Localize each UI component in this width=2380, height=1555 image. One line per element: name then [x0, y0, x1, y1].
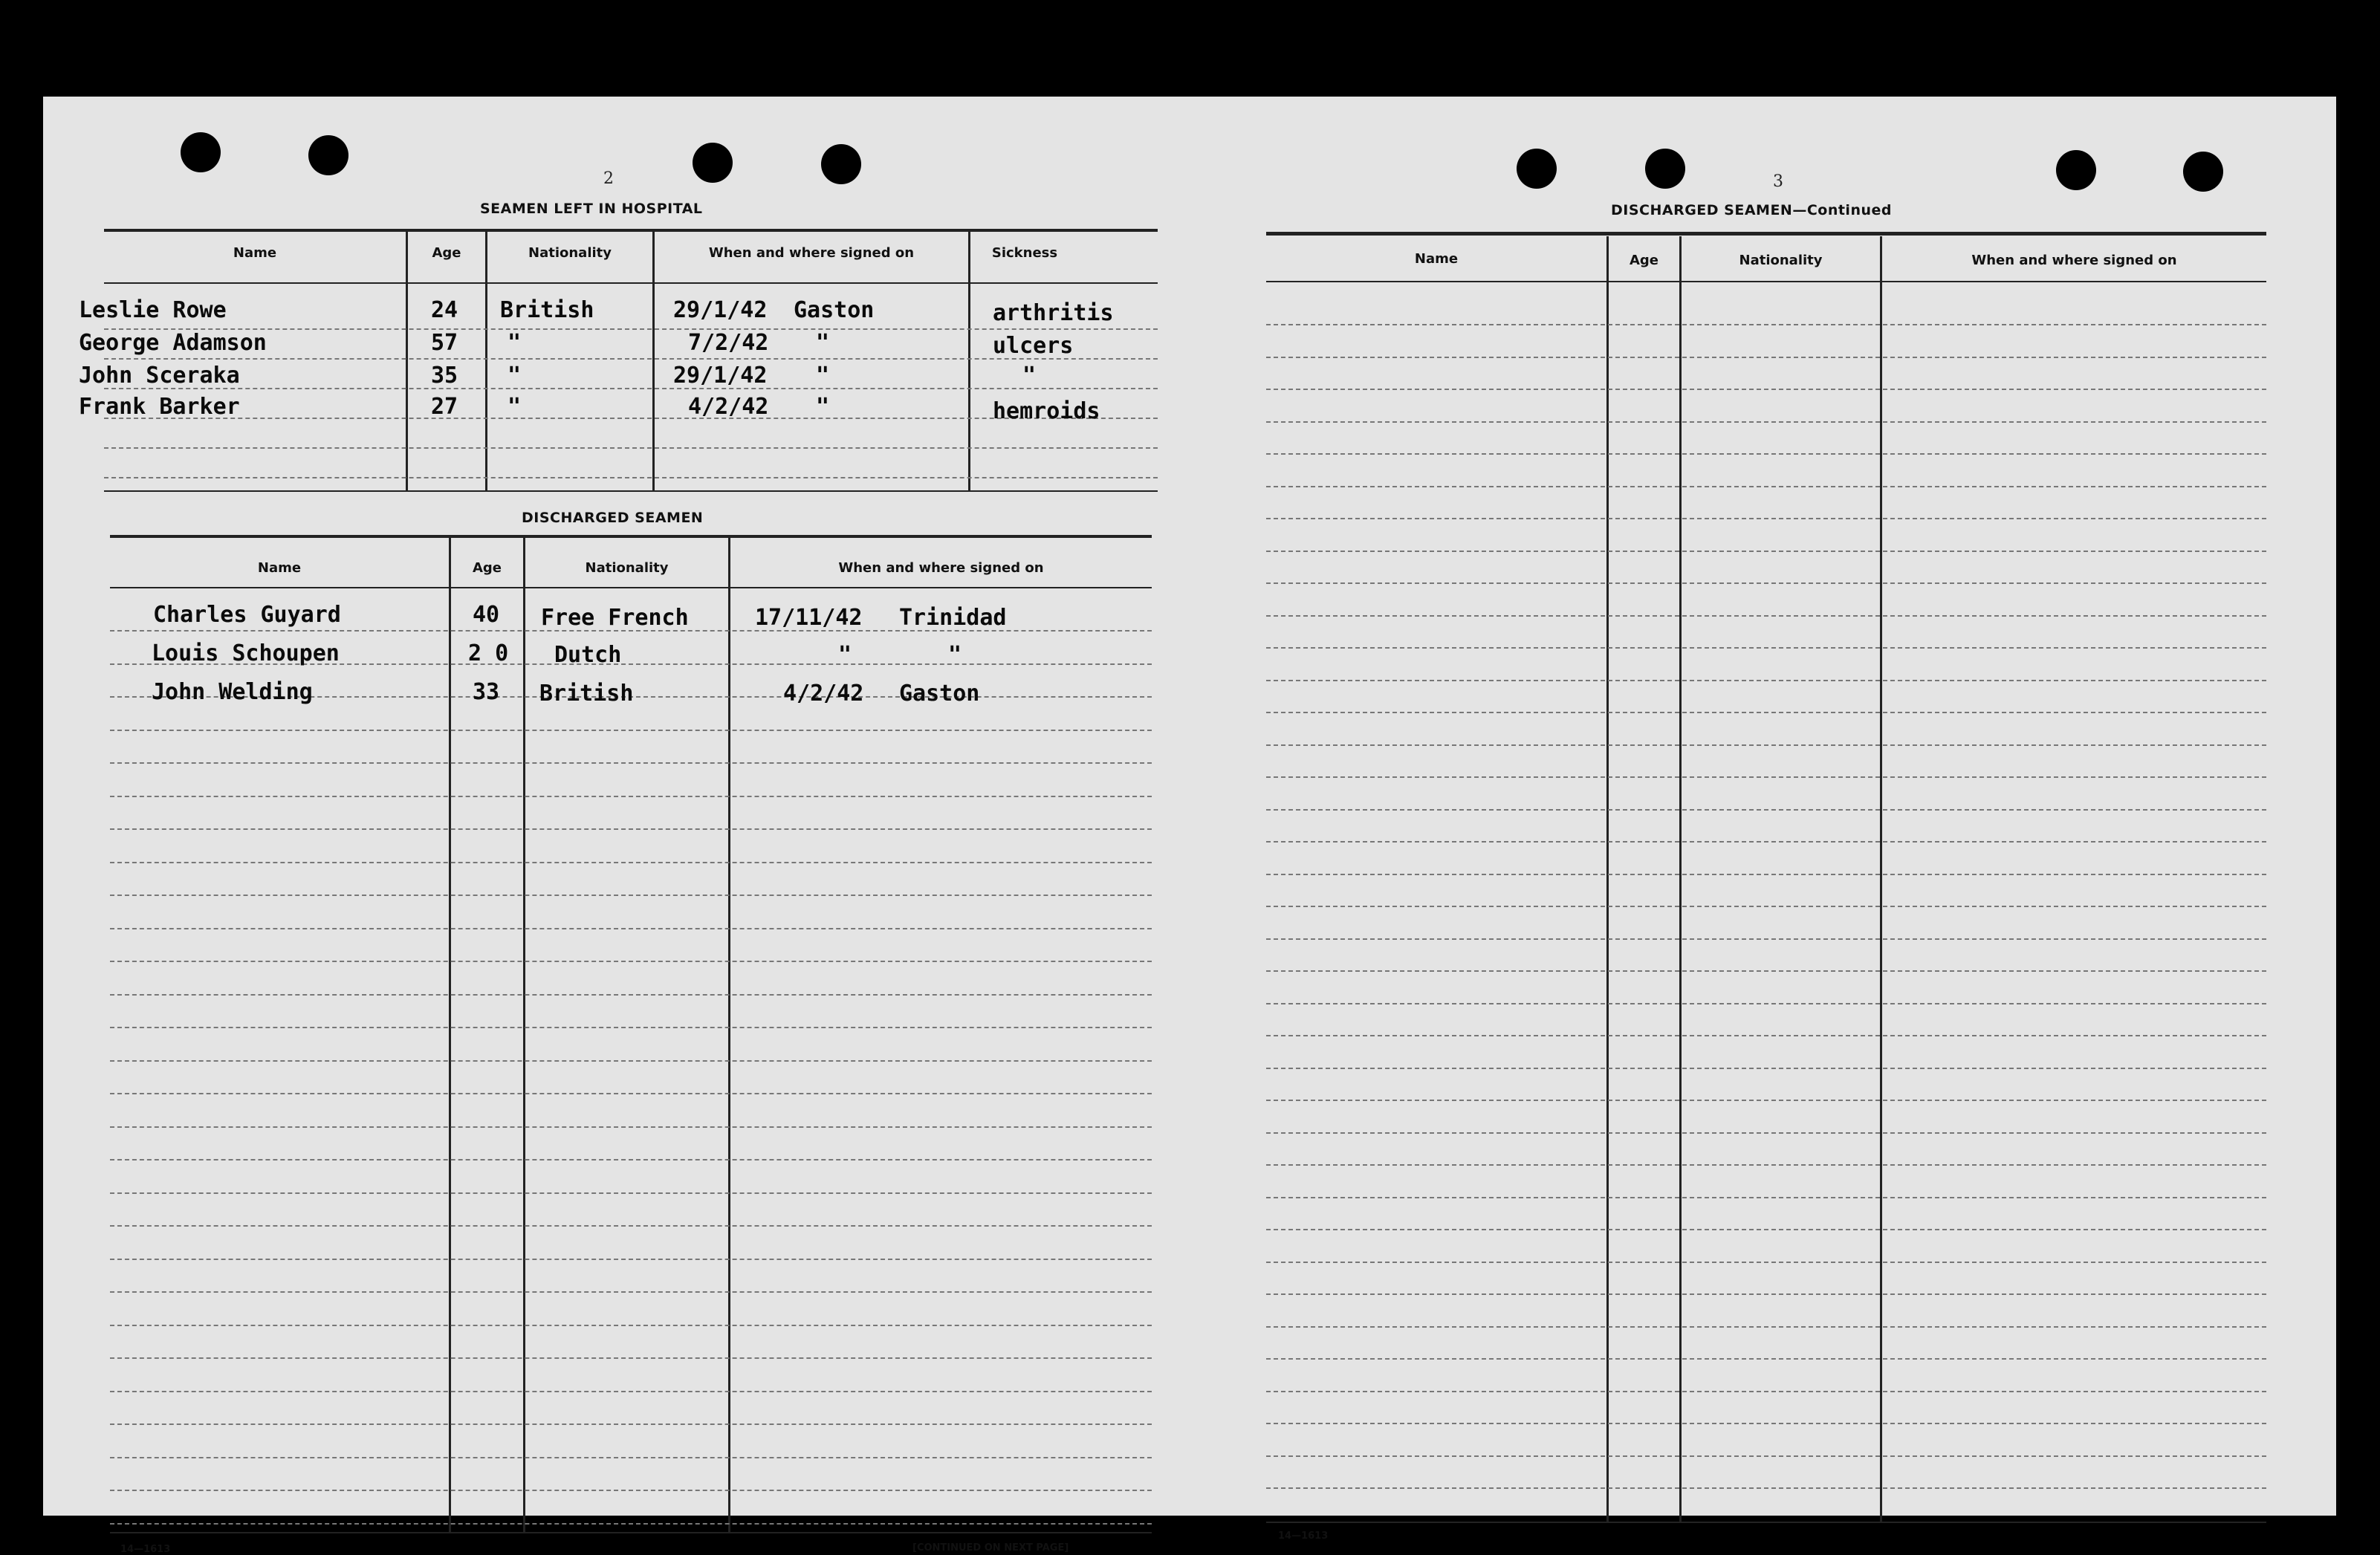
- row-rule: [110, 1391, 1152, 1392]
- row-rule: [1266, 1358, 2266, 1360]
- row-rule: [110, 1423, 1152, 1425]
- row-rule: [110, 1192, 1152, 1194]
- seaman-age: 2 0: [468, 640, 509, 666]
- row-rule: [1266, 1035, 2266, 1036]
- row-rule: [110, 1490, 1152, 1491]
- row-rule: [1266, 1164, 2266, 1166]
- punch-hole: [181, 132, 221, 172]
- seaman-nationality: Free French: [541, 605, 689, 631]
- punch-hole: [2183, 152, 2223, 192]
- signed-on-place: ": [948, 642, 962, 668]
- row-rule: [1266, 582, 2266, 584]
- discharged-table-bottom: [110, 1532, 1152, 1533]
- signed-on-place: ": [816, 363, 830, 389]
- column-divider: [523, 538, 525, 1533]
- column-divider: [406, 232, 408, 490]
- hospital-table-bottom: [104, 490, 1158, 492]
- punch-hole: [308, 135, 348, 175]
- row-rule: [1266, 1132, 2266, 1134]
- manifest-sheet: [43, 97, 2336, 1555]
- hospital-header-sickness: Sickness: [991, 245, 1058, 261]
- column-divider: [968, 232, 970, 490]
- row-rule: [1266, 809, 2266, 811]
- discharged-table-top: [110, 535, 1152, 538]
- row-rule: [1266, 357, 2266, 358]
- discharged-header-name: Name: [257, 560, 302, 576]
- punch-hole: [1517, 149, 1557, 189]
- row-rule: [110, 1159, 1152, 1160]
- right-table-top: [1266, 232, 2266, 236]
- row-rule: [1266, 1391, 2266, 1392]
- seaman-nationality: ": [508, 330, 522, 356]
- seaman-name: George Adamson: [79, 330, 267, 356]
- seaman-name: Leslie Rowe: [79, 297, 227, 323]
- column-divider: [728, 538, 730, 1533]
- row-rule: [1266, 1455, 2266, 1457]
- row-rule: [110, 862, 1152, 863]
- discharged-header-rule: [110, 587, 1152, 588]
- row-rule: [1266, 615, 2266, 617]
- page-number: 2: [603, 169, 614, 188]
- form-number: 14—1613: [120, 1544, 171, 1555]
- column-divider: [1679, 236, 1682, 1523]
- row-rule: [1266, 776, 2266, 778]
- hospital-header-rule: [104, 282, 1158, 284]
- row-rule: [110, 928, 1152, 929]
- column-divider: [1606, 236, 1609, 1523]
- seaman-age: 27: [431, 394, 458, 420]
- row-rule: [1266, 1262, 2266, 1263]
- row-rule: [110, 1126, 1152, 1128]
- row-rule: [110, 762, 1152, 764]
- sickness: ": [1022, 363, 1037, 389]
- signed-on-place: Trinidad: [899, 605, 1007, 631]
- row-rule: [1266, 551, 2266, 552]
- row-rule: [1266, 1423, 2266, 1424]
- punch-hole: [1645, 149, 1685, 189]
- row-rule: [104, 477, 1158, 478]
- row-rule: [1266, 712, 2266, 713]
- discharged-continued-title: DISCHARGED SEAMEN—Continued: [1611, 202, 1892, 218]
- discharged-header-signed-on: When and where signed on: [838, 560, 1044, 576]
- form-number: 14—1613: [1278, 1530, 1329, 1542]
- row-rule: [1266, 647, 2266, 649]
- hospital-header-age: Age: [432, 245, 461, 261]
- row-rule: [110, 961, 1152, 962]
- sickness: hemroids: [993, 398, 1100, 424]
- signed-on-date: ": [838, 642, 852, 668]
- seaman-nationality: Dutch: [554, 642, 622, 668]
- punch-hole: [2056, 150, 2096, 190]
- row-rule: [104, 447, 1158, 449]
- right-header-age: Age: [1629, 253, 1659, 268]
- signed-on-date: 4/2/42: [688, 394, 769, 420]
- page-number: 3: [1773, 172, 1783, 191]
- row-rule: [110, 1457, 1152, 1458]
- row-rule: [110, 1325, 1152, 1326]
- row-rule: [1266, 1068, 2266, 1069]
- row-rule: [110, 1027, 1152, 1028]
- row-rule: [1266, 1326, 2266, 1328]
- discharged-header-nationality: Nationality: [585, 560, 669, 576]
- seaman-name: John Sceraka: [79, 363, 240, 389]
- sickness: ulcers: [993, 333, 1074, 359]
- column-divider: [652, 232, 655, 490]
- punch-hole: [821, 144, 861, 184]
- row-rule: [1266, 518, 2266, 519]
- right-table-bottom: [1266, 1522, 2266, 1523]
- row-rule: [1266, 486, 2266, 487]
- row-rule: [1266, 389, 2266, 390]
- seaman-nationality: ": [508, 394, 522, 420]
- column-divider: [1880, 236, 1882, 1523]
- row-rule: [1266, 421, 2266, 423]
- signed-on-date: 4/2/42: [783, 681, 864, 707]
- row-rule: [1266, 1003, 2266, 1004]
- row-rule: [1266, 970, 2266, 972]
- row-rule: [1266, 938, 2266, 940]
- right-header-signed-on: When and where signed on: [1971, 253, 2177, 268]
- signed-on-place: ": [816, 394, 830, 420]
- seaman-age: 40: [473, 602, 500, 628]
- row-rule: [1266, 680, 2266, 681]
- row-rule: [1266, 1293, 2266, 1295]
- row-rule: [110, 730, 1152, 731]
- row-rule: [1266, 1229, 2266, 1230]
- right-header-rule: [1266, 281, 2266, 282]
- row-rule: [110, 828, 1152, 830]
- seaman-name: John Welding: [152, 679, 313, 705]
- discharged-header-age: Age: [472, 560, 502, 576]
- row-rule: [1266, 874, 2266, 875]
- row-rule: [1266, 841, 2266, 843]
- hospital-table-top: [104, 229, 1158, 232]
- signed-on-place: ": [816, 330, 830, 356]
- hospital-section-title: SEAMEN LEFT IN HOSPITAL: [480, 201, 703, 217]
- seaman-nationality: British: [539, 681, 634, 707]
- column-divider: [449, 538, 451, 1533]
- row-rule: [1266, 744, 2266, 746]
- punch-hole: [693, 143, 733, 183]
- signed-on-place: Gaston: [899, 681, 980, 707]
- row-rule: [110, 1093, 1152, 1094]
- row-rule: [110, 1259, 1152, 1260]
- row-rule: [1266, 906, 2266, 907]
- signed-on-date: 7/2/42: [688, 330, 769, 356]
- seaman-name: Charles Guyard: [153, 602, 341, 628]
- seaman-age: 24: [431, 297, 458, 323]
- row-rule: [104, 388, 1158, 389]
- sickness: arthritis: [993, 300, 1114, 326]
- discharged-section-title: DISCHARGED SEAMEN: [522, 510, 704, 526]
- hospital-header-nationality: Nationality: [528, 245, 612, 261]
- hospital-header-name: Name: [233, 245, 277, 261]
- seaman-age: 57: [431, 330, 458, 356]
- hospital-header-signed-on: When and where signed on: [708, 245, 915, 261]
- right-header-name: Name: [1414, 251, 1459, 267]
- seaman-name: Louis Schoupen: [152, 640, 340, 666]
- row-rule: [110, 1225, 1152, 1227]
- row-rule: [110, 1523, 1152, 1525]
- row-rule: [110, 895, 1152, 896]
- row-rule: [110, 796, 1152, 797]
- column-divider: [485, 232, 487, 490]
- row-rule: [1266, 1100, 2266, 1101]
- right-header-nationality: Nationality: [1739, 253, 1823, 268]
- signed-on-date: 17/11/42: [755, 605, 863, 631]
- seaman-age: 35: [431, 363, 458, 389]
- seaman-age: 33: [473, 679, 500, 705]
- continued-note: [CONTINUED ON NEXT PAGE]: [912, 1542, 1069, 1554]
- signed-on-date: 29/1/42: [673, 297, 768, 323]
- row-rule: [1266, 1197, 2266, 1198]
- seaman-name: Frank Barker: [79, 394, 240, 420]
- signed-on-place: Gaston: [794, 297, 875, 323]
- seaman-nationality: ": [508, 363, 522, 389]
- seaman-nationality: British: [500, 297, 594, 323]
- row-rule: [110, 994, 1152, 996]
- row-rule: [110, 1291, 1152, 1293]
- row-rule: [1266, 324, 2266, 325]
- signed-on-date: 29/1/42: [673, 363, 768, 389]
- row-rule: [1266, 453, 2266, 455]
- row-rule: [110, 1357, 1152, 1359]
- row-rule: [1266, 1487, 2266, 1489]
- row-rule: [110, 1060, 1152, 1062]
